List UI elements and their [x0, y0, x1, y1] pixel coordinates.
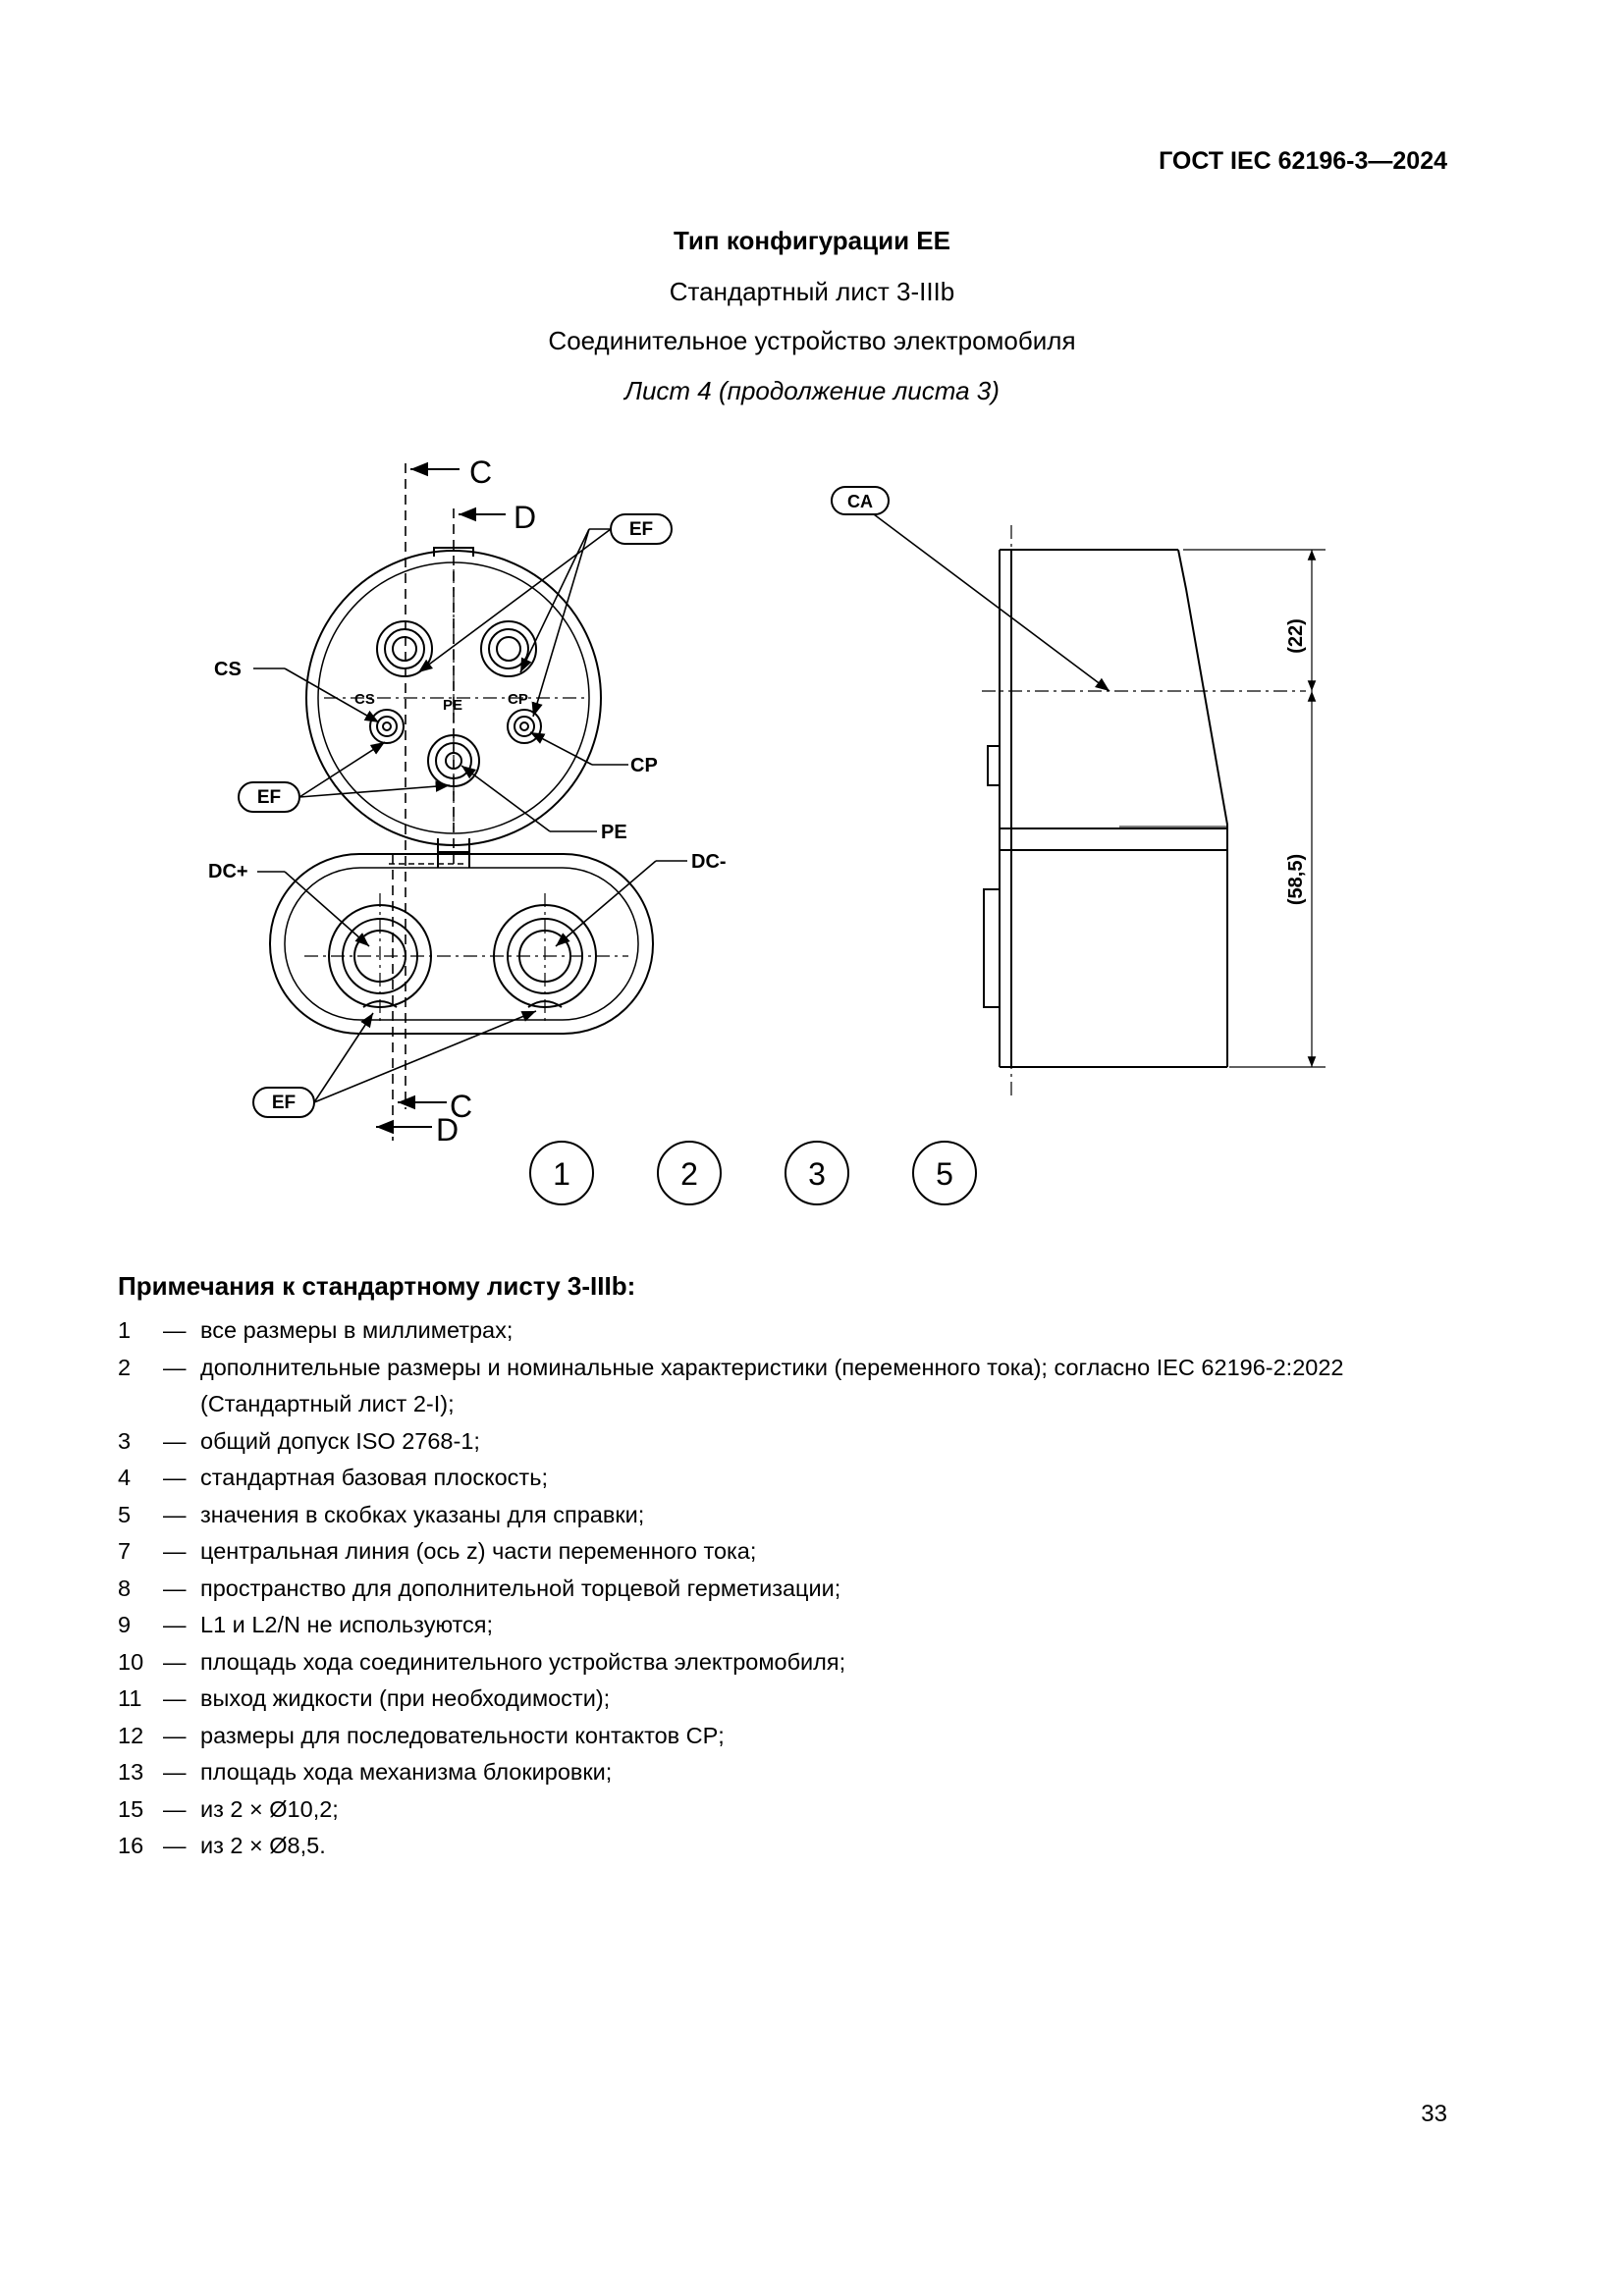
page-number: 33 — [1421, 2101, 1447, 2127]
note-number: 11 — [118, 1685, 142, 1711]
note-dash: — — [163, 1685, 187, 1711]
section-c-label-bottom: C — [450, 1089, 473, 1124]
note-dash: — — [163, 1833, 187, 1858]
note-dash: — — [163, 1501, 187, 1527]
note-item — [118, 1607, 1492, 1644]
dc-plus-label: DC+ — [208, 861, 248, 882]
note-number: 2 — [118, 1354, 132, 1380]
note-item — [118, 1644, 1492, 1682]
notes-title: Примечания к стандартному листу 3-IIIb: — [118, 1271, 636, 1301]
note-item — [118, 1497, 1492, 1534]
note-item — [118, 1533, 1492, 1571]
note-item — [118, 1754, 1492, 1791]
cs-label: CS — [214, 659, 242, 680]
section-c-label-top: C — [469, 454, 493, 490]
note-item — [118, 1681, 1492, 1718]
configuration-title: Тип конфигурации ЕЕ — [674, 226, 950, 255]
note-dash: — — [163, 1317, 187, 1343]
note-number: 4 — [118, 1465, 132, 1490]
note-item — [118, 1312, 1492, 1350]
note-dash: — — [163, 1722, 187, 1748]
note-text: выход жидкости (при необходимости); — [200, 1685, 611, 1711]
note-number: 5 — [118, 1501, 132, 1527]
note-ref-2 — [658, 1142, 721, 1204]
note-ref-1 — [530, 1142, 593, 1204]
notes-list — [118, 1312, 1492, 1865]
dimension-upper: (22) — [1285, 618, 1307, 654]
note-item — [118, 1718, 1492, 1755]
technical-drawing — [0, 432, 1624, 1217]
svg-text:2: 2 — [680, 1156, 698, 1192]
note-item — [118, 1828, 1492, 1865]
svg-text:EF: EF — [628, 519, 654, 540]
section-d-label-bottom: D — [436, 1112, 460, 1148]
note-text: стандартная базовая плоскость; — [200, 1465, 548, 1490]
standard-sheet-label: Стандартный лист 3-IIIb — [669, 277, 955, 306]
note-item — [118, 1350, 1492, 1423]
note-number: 12 — [118, 1722, 144, 1748]
dc-minus-label: DC- — [691, 851, 727, 873]
note-dash: — — [163, 1648, 187, 1675]
note-item — [118, 1460, 1492, 1497]
pe-pin-text: PE — [443, 697, 463, 714]
device-subtitle: Соединительное устройство электромобиля — [548, 326, 1076, 355]
note-number: 10 — [118, 1648, 144, 1675]
note-text: значения в скобках указаны для справки; — [200, 1501, 645, 1527]
cp-pin-text: CP — [508, 691, 528, 708]
cp-label: CP — [630, 755, 658, 776]
note-text: центральная линия (ось z) части переменного тока; — [200, 1538, 757, 1564]
note-item — [118, 1791, 1492, 1829]
note-text: L1 и L2/N не используются; — [200, 1612, 494, 1637]
note-text: размеры для последовательности контактов CP; — [200, 1722, 725, 1748]
svg-text:EF: EF — [256, 787, 282, 808]
sheet-continuation: Лист 4 (продолжение листа 3) — [624, 376, 1000, 405]
document-code: ГОСТ IEC 62196-3—2024 — [1159, 147, 1447, 175]
note-number: 7 — [118, 1538, 132, 1564]
note-dash: — — [163, 1354, 187, 1380]
note-ref-5 — [913, 1142, 976, 1204]
svg-text:3: 3 — [808, 1156, 826, 1192]
note-text: общий допуск ISO 2768-1; — [200, 1427, 480, 1454]
note-item — [118, 1423, 1492, 1461]
note-text: дополнительные размеры и номинальные характеристики (переменного тока); согласно IEC 62196-2:2022 (Стандартный лист 2-I); — [200, 1354, 1344, 1416]
note-dash: — — [163, 1427, 187, 1454]
note-item — [118, 1571, 1492, 1608]
note-number: 13 — [118, 1759, 144, 1785]
note-number: 1 — [118, 1317, 132, 1343]
svg-text:EF: EF — [271, 1093, 297, 1113]
note-number: 8 — [118, 1575, 132, 1601]
note-number: 16 — [118, 1833, 144, 1858]
note-text: площадь хода механизма блокировки; — [200, 1759, 613, 1785]
ef-callout-bottom — [253, 1088, 314, 1117]
svg-text:1: 1 — [553, 1156, 570, 1192]
note-dash: — — [163, 1465, 187, 1490]
svg-text:CA: CA — [847, 492, 873, 511]
note-dash: — — [163, 1612, 187, 1637]
ca-callout — [832, 487, 889, 514]
note-dash: — — [163, 1538, 187, 1564]
note-number: 3 — [118, 1427, 132, 1454]
note-text: пространство для дополнительной торцевой герметизации; — [200, 1575, 841, 1601]
note-number: 9 — [118, 1612, 132, 1637]
note-dash: — — [163, 1795, 187, 1822]
note-text: из 2 × Ø8,5. — [200, 1833, 326, 1858]
note-dash: — — [163, 1575, 187, 1601]
note-dash: — — [163, 1759, 187, 1785]
note-text: все размеры в миллиметрах; — [200, 1317, 514, 1343]
side-view — [984, 550, 1227, 1067]
dimension-lower: (58,5) — [1285, 853, 1307, 906]
svg-text:5: 5 — [936, 1156, 953, 1192]
ef-callout-middle — [239, 782, 299, 812]
note-text: из 2 × Ø10,2; — [200, 1795, 339, 1822]
pe-label: PE — [601, 822, 627, 843]
note-number: 15 — [118, 1795, 144, 1822]
cs-pin-text: CS — [354, 691, 375, 708]
dc-connector-face — [270, 852, 653, 1034]
section-d-label-top: D — [514, 500, 537, 535]
note-ref-3 — [785, 1142, 848, 1204]
ef-callout-top — [611, 514, 672, 544]
note-text: площадь хода соединительного устройства электромобиля; — [200, 1648, 846, 1675]
